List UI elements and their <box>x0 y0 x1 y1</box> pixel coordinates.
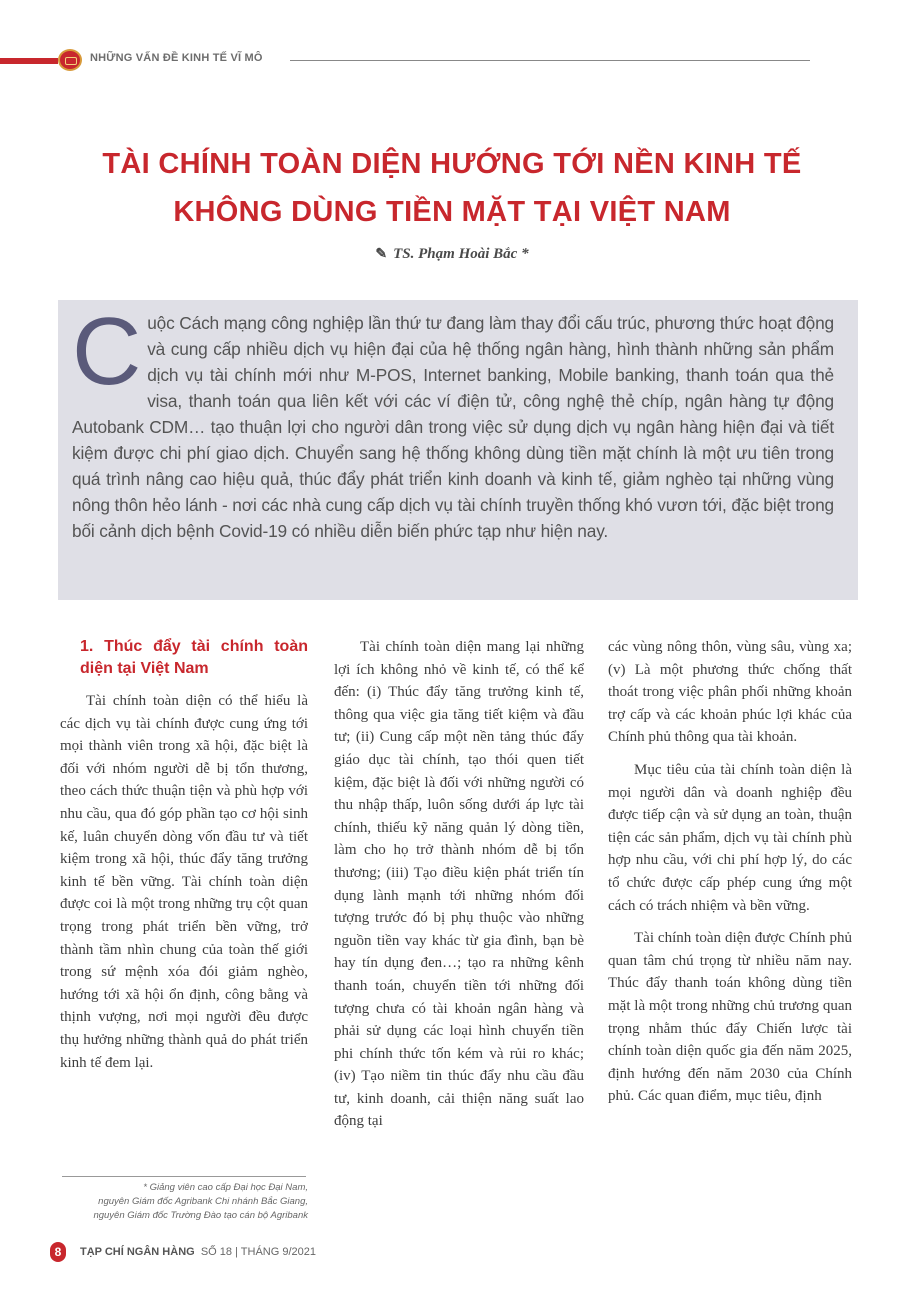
magazine-logo-icon <box>58 49 82 71</box>
drop-cap: C <box>72 298 142 405</box>
footnote-line: nguyên Giám đốc Agribank Chi nhánh Bắc Giang, <box>98 1196 308 1207</box>
footnote-line: nguyên Giám đốc Trường Đào tạo cán bộ Agribank <box>93 1210 308 1221</box>
section-heading: 1. Thúc đẩy tài chính toàn diện tại Việt Nam <box>80 638 308 677</box>
byline <box>0 246 904 263</box>
page-footer <box>50 1242 316 1262</box>
magazine-name: TẠP CHÍ NGÂN HÀNG <box>80 1246 195 1258</box>
page-number: 8 <box>50 1242 66 1262</box>
body-paragraph: Tài chính toàn diện có thể hiểu là các dịch vụ tài chính được cung ứng tới mọi thành viên trong xã hội, đặc biệt là đối với nhóm người dễ bị tổn thương, theo cách thức thuận tiện và phù hợp với nhu cầu, qua đó góp phần tạo cơ hội sinh kế, luân chuyển dòng vốn đầu tư và tiết kiệm trong xã hội, thúc đẩy tăng trưởng kinh tế bền vững. Tài chính toàn diện được coi là một trong những trụ cột quan trọng trong phát triển bền vững, trở thành tầm nhìn chung của toàn thế giới trong sứ mệnh xóa đói giảm nghèo, hướng tới xã hội ổn định, công bằng và thịnh vượng, nơi mọi người đều được thụ hưởng những thành quả do phát triển kinh tế đem lại. <box>60 693 308 1071</box>
footnote-line: * Giảng viên cao cấp Đại học Đại Nam, <box>143 1182 308 1193</box>
lead-box <box>58 300 858 600</box>
column-3 <box>608 636 852 1118</box>
pen-icon: ✎ <box>375 247 388 262</box>
footnote-rule <box>62 1176 306 1177</box>
title-line-2: KHÔNG DÙNG TIỀN MẶT TẠI VIỆT NAM <box>173 196 731 228</box>
section-label: NHỮNG VẤN ĐỀ KINH TẾ VĨ MÔ <box>90 52 263 64</box>
body-paragraph: Tài chính toàn diện được Chính phủ quan tâm chú trọng từ nhiều năm nay. Thúc đẩy thanh toán không dùng tiền mặt là một trong những chủ trương quan trọng nhằm thúc đẩy Chiến lược tài chính toàn diện quốc gia đến năm 2025, định hướng đến năm 2030 của Chính phủ. Các quan điểm, mục tiêu, định <box>608 930 852 1105</box>
body-paragraph: Mục tiêu của tài chính toàn diện là mọi người dân và doanh nghiệp đều được tiếp cận và sử dụng an toàn, thuận tiện các sản phẩm, dịch vụ tài chính phù hợp nhu cầu, với chi phí hợp lý, do các tổ chức được cấp phép cung ứng một cách có trách nhiệm và bền vững. <box>608 761 852 914</box>
footnote <box>62 1181 308 1223</box>
running-header <box>0 46 904 74</box>
author-name: TS. Phạm Hoài Bắc * <box>393 246 529 262</box>
footer-text <box>80 1246 316 1258</box>
title-line-1: TÀI CHÍNH TOÀN DIỆN HƯỚNG TỚI NỀN KINH TẾ <box>102 148 802 180</box>
article-title <box>60 140 844 236</box>
lead-paragraph <box>72 298 834 544</box>
body-paragraph: Tài chính toàn diện mang lại những lợi ích không nhỏ về kinh tế, có thể kể đến: (i) Thúc đẩy tăng trưởng kinh tế, thông qua việc gia tăng tiết kiệm và đầu tư; (ii) Cung cấp một nền tảng thúc đẩy giáo dục tài chính, tạo thói quen tiết kiệm, đặc biệt là đối với những người có thu nhập thấp, luôn sống dưới áp lực tài chính, thiếu kỹ năng quản lý dòng tiền, làm cho họ trở thành nhóm dễ bị tổn thương; (iii) Tạo điều kiện phát triển tín dụng lành mạnh tới những nhóm đối tượng trước đó bị phụ thuộc vào những nguồn tiền vay khác từ gia đình, bạn bè hay tín dụng đen…; tạo ra những kênh thanh toán, chuyển tiền tới những đối tượng chưa có tài khoản ngân hàng và phải sử dụng các loại hình chuyển tiền phi chính thức tốn kém và rủi ro khác; (iv) Tạo niềm tin thúc đẩy nhu cầu đầu tư, kinh doanh, cải thiện năng suất lao động tại <box>334 639 584 1130</box>
header-rule <box>290 60 810 61</box>
body-paragraph: các vùng nông thôn, vùng sâu, vùng xa; (v) Là một phương thức chống thất thoát trong việc phân phối những khoản trợ cấp và các khoản phúc lợi khác của Chính phủ thông qua tài khoản. <box>608 639 852 746</box>
lead-text: uộc Cách mạng công nghiệp lần thứ tư đang làm thay đổi cấu trúc, phương thức hoạt động và cung cấp nhiều dịch vụ hiện đại của hệ thống ngân hàng, hình thành những sản phẩm dịch vụ tài chính mới như M-POS, Internet banking, Mobile banking, thanh toán qua thẻ visa, thanh toán qua liên kết với các ví điện tử, công nghệ thẻ chíp, ngân hàng tự động Autobank CDM… tạo thuận lợi cho người dân trong việc sử dụng dịch vụ ngân hàng hiện đại và tiết kiệm được chi phí giao dịch. Chuyển sang hệ thống không dùng tiền mặt chính là một ưu tiên trong quá trình nâng cao hiệu quả, thúc đẩy phát triển kinh doanh và kinh tế, giảm nghèo tại những vùng nông thôn hẻo lánh - nơi các nhà cung cấp dịch vụ tài chính truyền thống khó vươn tới, đặc biệt trong bối cảnh dịch bệnh Covid-19 có nhiều diễn biến phức tạp như hiện nay. <box>72 313 834 541</box>
issue-info: SỐ 18 | THÁNG 9/2021 <box>200 1246 316 1258</box>
column-1 <box>60 636 308 1084</box>
column-2 <box>334 636 584 1143</box>
header-accent-bar <box>0 58 58 64</box>
